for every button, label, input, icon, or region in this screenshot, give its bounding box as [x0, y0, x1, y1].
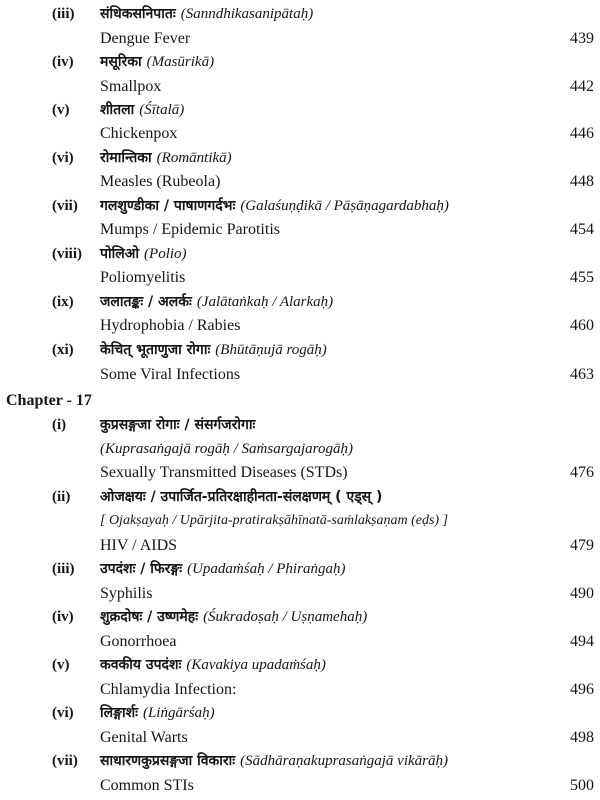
sanskrit-title: साधारणकुप्रसङ्गजा विकाराः (Sādhāraṇakuprasaṅgajā vikārāḥ) — [100, 753, 448, 769]
toc-entry-header — [0, 98, 600, 122]
transliteration: (Sanndhikasanipātaḥ) — [180, 6, 314, 22]
toc-entry-transliteration — [0, 509, 600, 533]
page-number: 439 — [570, 30, 594, 47]
english-title: Measles (Rubeola) — [100, 173, 221, 190]
english-title: Common STIs — [100, 777, 194, 794]
sanskrit-title: शीतला (Śītalā) — [100, 102, 185, 118]
english-title: Mumps / Epidemic Parotitis — [100, 221, 280, 238]
toc-entry-english — [0, 170, 600, 194]
toc-entry-header — [0, 50, 600, 74]
entry-number: (i) — [52, 417, 67, 433]
entry-number: (ii) — [52, 489, 71, 505]
toc-entry-english — [0, 630, 600, 654]
toc-entry-english — [0, 582, 600, 606]
english-title: Smallpox — [100, 78, 162, 95]
sanskrit-title: संधिकसनिपातः (Sanndhikasanipātaḥ) — [100, 6, 314, 22]
page-number: 479 — [570, 537, 594, 554]
page-number: 494 — [570, 633, 594, 650]
english-title: Hydrophobia / Rabies — [100, 317, 241, 334]
toc-entry-header — [0, 701, 600, 725]
toc-entry-english — [0, 363, 600, 387]
entry-number: (iv) — [52, 54, 74, 70]
english-title: HIV / AIDS — [100, 537, 178, 554]
toc-entry-header — [0, 749, 600, 773]
sanskrit-title: कुप्रसङ्गजा रोगाः / संसर्गजरोगाः — [100, 417, 256, 433]
transliteration: (Kavakiya upadaṁśaḥ) — [186, 657, 326, 673]
toc-entry-header — [0, 485, 600, 509]
toc-entry-header — [0, 605, 600, 629]
sanskrit-title: मसूरिका (Masūrikā) — [100, 54, 215, 70]
english-title: Poliomyelitis — [100, 269, 186, 286]
entry-number: (vii) — [52, 753, 78, 769]
toc-entry-english — [0, 726, 600, 750]
toc-entry-english — [0, 774, 600, 798]
page-number: 455 — [570, 269, 594, 286]
page-number: 454 — [570, 221, 594, 238]
english-title: Chickenpox — [100, 125, 178, 142]
transliteration: [ Ojakṣayaḥ / Upārjita-pratirakṣāhīnatā-saṁlakṣaṇam (eḍs) ] — [100, 513, 449, 528]
sanskrit-title: ओजक्षयः / उपार्जित-प्रतिरक्षाहीनता-संलक्षणम् ( एड्स् ) — [100, 489, 383, 505]
sanskrit-title: केचित् भूताणुजा रोगाः (Bhūtāṇujā rogāḥ) — [100, 342, 327, 358]
toc-entry-header — [0, 2, 600, 26]
entry-number: (v) — [52, 657, 70, 673]
entry-number: (viii) — [52, 246, 82, 262]
toc-entry-header — [0, 242, 600, 266]
page-number: 442 — [570, 78, 594, 95]
toc-entry-header — [0, 146, 600, 170]
toc-entry-english — [0, 75, 600, 99]
transliteration: (Liṅgārśaḥ) — [142, 705, 215, 721]
toc-entry-header — [0, 557, 600, 581]
transliteration: (Sādhāraṇakuprasaṅgajā vikārāḥ) — [240, 753, 448, 769]
transliteration: (Śukradoṣaḥ / Uṣṇamehaḥ) — [203, 609, 368, 625]
page-number: 500 — [570, 777, 594, 794]
entry-number: (vi) — [52, 705, 74, 721]
transliteration: (Masūrikā) — [146, 54, 215, 70]
sanskrit-title: उपदंशः / फिरङ्गः (Upadaṁśaḥ / Phiraṅgaḥ) — [100, 561, 346, 577]
transliteration: (Jalātaṅkaḥ / Alarkaḥ) — [196, 294, 334, 310]
transliteration: (Bhūtāṇujā rogāḥ) — [215, 342, 327, 358]
page-number: 476 — [570, 464, 594, 481]
toc-entry-english — [0, 122, 600, 146]
entry-number: (iv) — [52, 609, 74, 625]
entry-number: (vi) — [52, 150, 74, 166]
toc-entry-english — [0, 314, 600, 338]
sanskrit-title: लिङ्गार्शः (Liṅgārśaḥ) — [100, 705, 215, 721]
page-number: 448 — [570, 173, 594, 190]
english-title: Sexually Transmitted Diseases (STDs) — [100, 464, 348, 481]
entry-number: (ix) — [52, 294, 74, 310]
english-title: Genital Warts — [100, 729, 188, 746]
transliteration: (Polio) — [144, 246, 187, 262]
toc-entry-english — [0, 266, 600, 290]
toc-entry-english — [0, 27, 600, 51]
sanskrit-title: जलातङ्कः / अलर्कः (Jalātaṅkaḥ / Alarkaḥ) — [100, 294, 334, 310]
english-title: Chlamydia Infection: — [100, 681, 237, 698]
toc-entry-english — [0, 461, 600, 485]
entry-number: (iii) — [52, 561, 75, 577]
page-number: 498 — [570, 729, 594, 746]
page-number: 490 — [570, 585, 594, 602]
transliteration: (Upadaṁśaḥ / Phiraṅgaḥ) — [187, 561, 346, 577]
toc-entry-header — [0, 413, 600, 437]
transliteration: (Śītalā) — [139, 102, 185, 118]
sanskrit-title: पोलिओ (Polio) — [100, 246, 187, 262]
page-number: 496 — [570, 681, 594, 698]
transliteration: (Romāntikā) — [156, 150, 232, 166]
chapter-heading: Chapter - 17 — [6, 392, 92, 409]
sanskrit-title: कवकीय उपदंशः (Kavakiya upadaṁśaḥ) — [100, 657, 326, 673]
toc-entry-header — [0, 194, 600, 218]
page-number: 460 — [570, 317, 594, 334]
english-title: Dengue Fever — [100, 30, 191, 47]
english-title: Syphilis — [100, 585, 153, 602]
sanskrit-title: शुक्रदोषः / उष्णमेहः (Śukradoṣaḥ / Uṣṇamehaḥ) — [100, 609, 368, 625]
chapter-heading-row — [0, 389, 600, 413]
entry-number: (vii) — [52, 198, 78, 214]
sanskrit-title: रोमान्तिका (Romāntikā) — [100, 150, 232, 166]
toc-entry-transliteration — [0, 437, 600, 461]
toc-entry-english — [0, 218, 600, 242]
toc-entry-english — [0, 534, 600, 558]
toc-entry-header — [0, 338, 600, 362]
entry-number: (xi) — [52, 342, 74, 358]
toc-entry-header — [0, 290, 600, 314]
transliteration: (Galaśuṇḍikā / Pāṣāṇagardabhaḥ) — [240, 198, 449, 214]
entry-number: (iii) — [52, 6, 75, 22]
english-title: Some Viral Infections — [100, 366, 241, 383]
toc-entry-header — [0, 653, 600, 677]
transliteration: (Kuprasaṅgajā rogāḥ / Saṁsargajarogāḥ) — [100, 441, 353, 457]
english-title: Gonorrhoea — [100, 633, 177, 650]
toc-entry-english — [0, 678, 600, 702]
entry-number: (v) — [52, 102, 70, 118]
page-number: 446 — [570, 125, 594, 142]
sanskrit-title: गलशुण्डीका / पाषाणगर्दभः (Galaśuṇḍikā / Pāṣāṇagardabhaḥ) — [100, 198, 449, 214]
page-number: 463 — [570, 366, 594, 383]
